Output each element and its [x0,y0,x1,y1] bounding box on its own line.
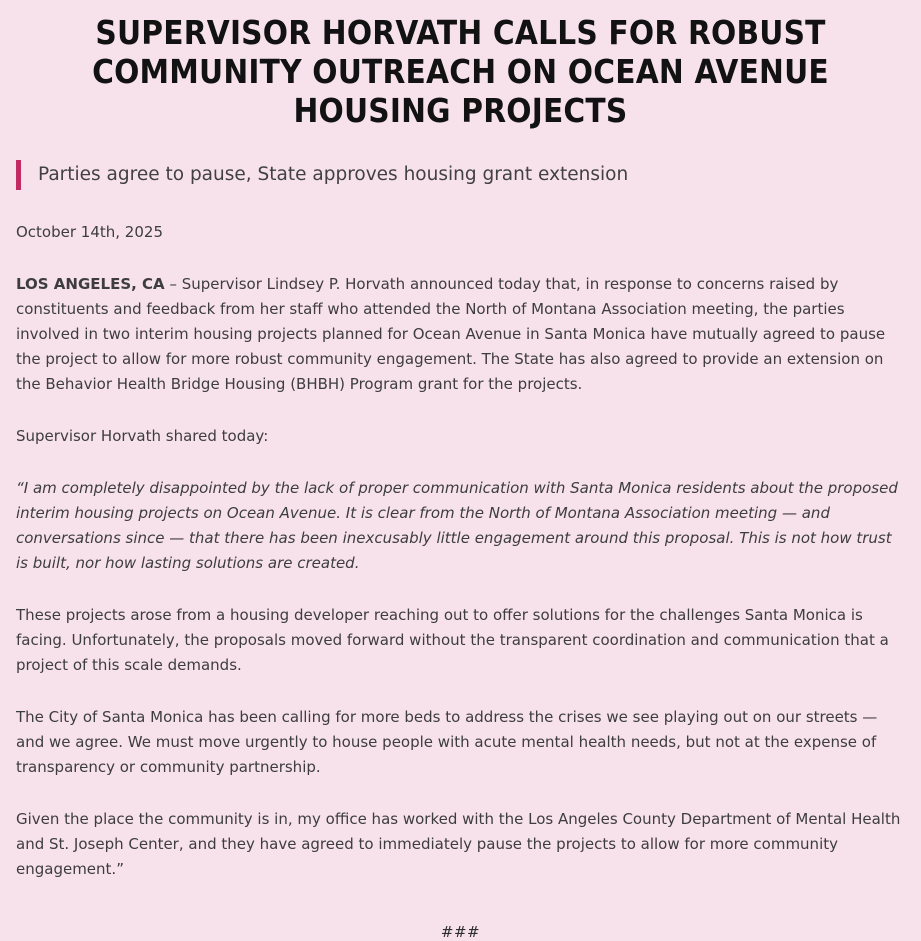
subtitle: Parties agree to pause, State approves housing grant extension [16,160,905,190]
paragraph-projects-arose: These projects arose from a housing developer reaching out to offer solutions for the challenges Santa Monica is facing. Unfortunately, the proposals moved forward without the transparent coordination and communication that a project of this scale demands. [16,606,889,674]
dateline-location: LOS ANGELES, CA [16,275,165,293]
article-body [16,220,905,909]
paragraph-given-place: Given the place the community is in, my office has worked with the Los Angeles County Department of Mental Health and St. Joseph Center, and they have agreed to immediately pause the projects to allow for more community engagement.” [16,810,901,878]
end-of-release-marker: ### [440,923,481,941]
paragraph-city-calling: The City of Santa Monica has been calling for more beds to address the crises we see playing out on our streets — and we agree. We must move urgently to house people with acute mental health needs, but not at the expense of transparency or community partnership. [16,708,878,776]
paragraph-quote: “I am completely disappointed by the lack of proper communication with Santa Monica residents about the proposed interim housing projects on Ocean Avenue. It is clear from the North of Montana Association meeting — and conversations since — that there has been inexcusably little engagement around this proposal. This is not how trust is built, nor how lasting solutions are created. [16,479,898,572]
paragraph-dateline [16,272,905,397]
date-line: October 14th, 2025 [16,223,163,241]
paragraph-quote-intro: Supervisor Horvath shared today: [16,427,269,445]
dateline-text: – Supervisor Lindsey P. Horvath announced today that, in response to concerns raised by constituents and feedback from her staff who attended the North of Montana Association meeting, the parties involved in two interim housing projects planned for Ocean Avenue in Santa Monica have mutually agreed to pause the project to allow for more robust community engagement. The State has also agreed to provide an extension on the Behavior Health Bridge Housing (BHBH) Program grant for the projects. [16,275,886,393]
page-title: SUPERVISOR HORVATH CALLS FOR ROBUST COMMUNITY OUTREACH ON OCEAN AVENUE HOUSING PROJECTS [92,13,829,130]
